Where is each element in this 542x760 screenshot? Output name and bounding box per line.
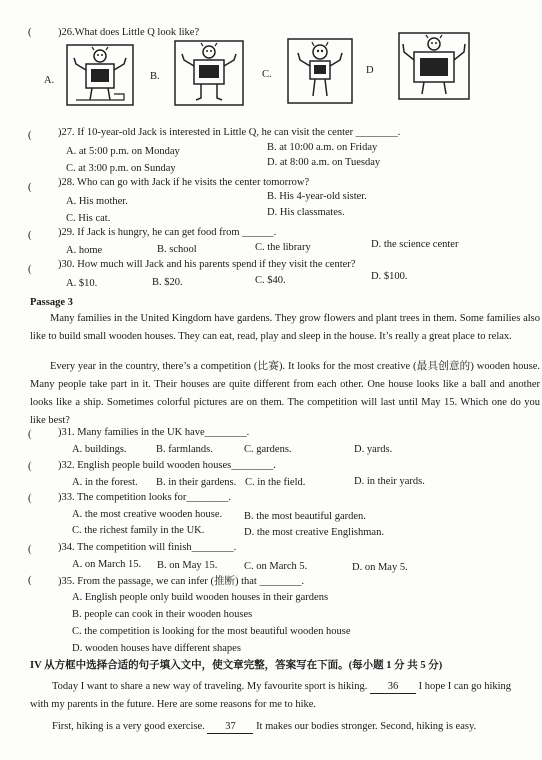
q35-option-d: D. wooden houses have different shapes (72, 643, 241, 654)
q31-option-a: A. buildings. (72, 444, 127, 455)
q26-label-a: A. (44, 75, 55, 86)
section-4-line-1-start: Today I want to share a new way of traveling. My favourite sport is hiking. (52, 681, 368, 692)
q35-option-b: B. people can cook in their wooden houses (72, 609, 253, 620)
q28-stem: )28. Who can go with Jack if he visits the center tomorrow? (58, 177, 310, 188)
q31-option-b: B. farmlands. (156, 444, 213, 455)
q26-label-d: D (366, 65, 374, 76)
q32-option-c: C. in the field. (245, 477, 306, 488)
section-4-line-1 (52, 680, 511, 694)
q28-option-a: A. His mother. (66, 196, 128, 207)
section-4-line-3 (52, 720, 476, 734)
q26-stem: )26.What does Little Q look like? (58, 27, 200, 38)
q34-paren: ( (28, 544, 32, 555)
q27-option-b: B. at 10:00 a.m. on Friday (267, 142, 378, 153)
blank-37[interactable]: 37 (207, 720, 253, 734)
q34-option-a: A. on March 15. (72, 559, 142, 570)
q32-option-b: B. in their gardens. (156, 477, 237, 488)
robot-picture-d (398, 32, 470, 100)
section-4-title: IV 从方框中选择合适的句子填入文中，使文章完整，答案写在下面。(每小题 1 分 共 5 分) (30, 660, 443, 671)
q32-paren: ( (28, 461, 32, 472)
robot-picture-c (287, 38, 353, 104)
q30-paren: ( (28, 264, 32, 275)
q30-option-d: D. $100. (371, 271, 408, 282)
q27-option-a: A. at 5:00 p.m. on Monday (66, 146, 180, 157)
q29-option-b: B. school (157, 244, 197, 255)
q34-option-b: B. on May 15. (157, 560, 218, 571)
q29-option-d: D. the science center (371, 239, 459, 250)
q31-option-d: D. yards. (354, 444, 393, 455)
q34-option-c: C. on March 5. (244, 561, 308, 572)
passage-title: Passage 3 (30, 297, 73, 308)
q32-option-d: D. in their yards. (354, 476, 425, 487)
passage-paragraph-1: Many families in the United Kingdom have gardens. They grow flowers and plant trees in them. Some families also like to build small wooden houses. They can eat, read, play and sleep in the house. It’s really a great place to relax. (30, 313, 540, 342)
q35-option-a: A. English people only build wooden houses in their gardens (72, 592, 329, 603)
q27-paren: ( (28, 130, 32, 141)
q33-option-a: A. the most creative wooden house. (72, 509, 223, 520)
q27-option-d: D. at 8:00 a.m. on Tuesday (267, 157, 381, 168)
q30-option-a: A. $10. (66, 278, 98, 289)
q35-option-c: C. the competition is looking for the most beautiful wooden house (72, 626, 351, 637)
q29-stem: )29. If Jack is hungry, he can get food from ______. (58, 227, 277, 238)
section-4-line-3-start: First, hiking is a very good exercise. (52, 721, 205, 732)
q30-stem: )30. How much will Jack and his parents spend if they visit the center? (58, 259, 356, 270)
q30-option-c: C. $40. (255, 275, 286, 286)
q28-option-b: B. His 4-year-old sister. (267, 191, 367, 202)
q30-option-b: B. $20. (152, 277, 183, 288)
q29-paren: ( (28, 230, 32, 241)
robot-picture-a (66, 44, 134, 106)
q32-option-a: A. in the forest. (72, 477, 138, 488)
q34-stem: )34. The competition will finish________. (58, 542, 237, 553)
section-4-line-1-end: I hope I can go hiking (418, 681, 512, 692)
q28-paren: ( (28, 182, 32, 193)
q33-option-d: D. the most creative Englishman. (244, 527, 384, 538)
q33-stem: )33. The competition looks for________. (58, 492, 232, 503)
q26-label-b: B. (150, 71, 160, 82)
blank-36[interactable]: 36 (370, 680, 416, 694)
q31-stem: )31. Many families in the UK have________. (58, 427, 250, 438)
q27-stem: )27. If 10-year-old Jack is interested in Little Q, he can visit the center ________. (58, 127, 401, 138)
q28-option-d: D. His classmates. (267, 207, 345, 218)
q33-option-c: C. the richest family in the UK. (72, 525, 205, 536)
q35-paren: ( (28, 575, 32, 586)
q33-option-b: B. the most beautiful garden. (244, 511, 366, 522)
q29-option-c: C. the library (255, 242, 311, 253)
q31-option-c: C. gardens. (244, 444, 292, 455)
passage-paragraph-2: Every year in the country, there’s a competition (比赛). It looks for the most creative (最具创意的) wooden house. Many people take part in it. Their houses are quite different from each other. One house looks like a ball and another looks like a ship. Sometimes colorful pictures are on them. The competition will last until May 15. Which one do you like best? (30, 361, 540, 426)
section-4-line-2: with my parents in the future. Here are some reasons for me to hike. (30, 699, 317, 710)
q31-paren: ( (28, 429, 32, 440)
section-4-line-3-end: It makes our bodies stronger. Second, hiking is easy. (256, 721, 477, 732)
q27-option-c: C. at 3:00 p.m. on Sunday (66, 163, 176, 174)
robot-picture-b (174, 40, 244, 106)
q35-stem: )35. From the passage, we can infer (推断) that ________. (58, 576, 305, 587)
q34-option-d: D. on May 5. (352, 562, 408, 573)
q33-paren: ( (28, 493, 32, 504)
q26-label-c: C. (262, 69, 272, 80)
q29-option-a: A. home (66, 245, 103, 256)
q26-paren: ( (28, 27, 32, 38)
q28-option-c: C. His cat. (66, 213, 111, 224)
q32-stem: )32. English people build wooden houses________. (58, 460, 276, 471)
